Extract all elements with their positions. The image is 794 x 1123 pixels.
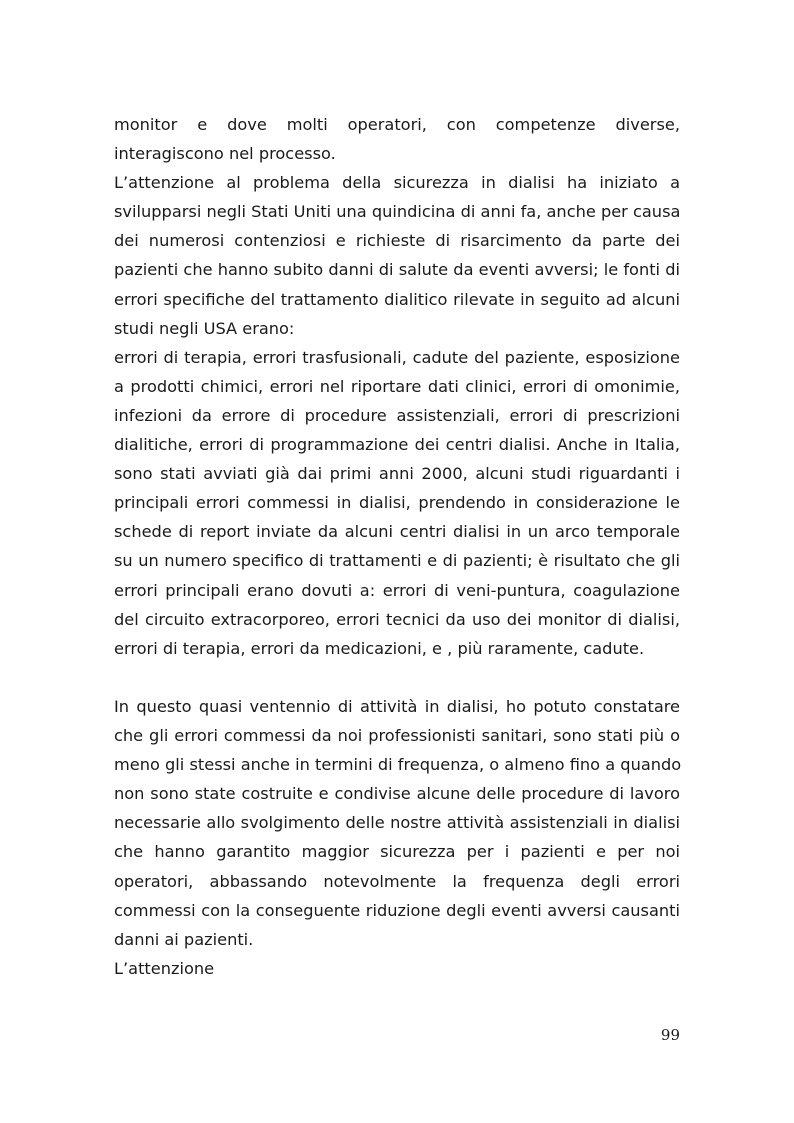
- text-line: necessarie allo svolgimento delle nostre attività assistenziali in dialisi: [114, 813, 680, 833]
- text-line: che hanno garantito maggior sicurezza per i pazienti e per noi: [114, 842, 680, 862]
- text-line: infezioni da errore di procedure assistenziali, errori di prescrizioni: [114, 405, 680, 425]
- text-line: dei numerosi contenziosi e richieste di risarcimento da parte dei: [114, 231, 680, 251]
- text-line: su un numero specifico di trattamenti e di pazienti; è risultato che gli: [114, 551, 680, 571]
- text-line: L’attenzione: [114, 958, 215, 978]
- text-line: In questo quasi ventennio di attività in dialisi, ho potuto constatare: [114, 697, 680, 716]
- text-line: errori specifiche del trattamento dialitico rilevate in seguito ad alcuni: [114, 289, 680, 309]
- text-line: danni ai pazienti.: [114, 929, 254, 949]
- text-line: meno gli stessi anche in termini di frequenza, o almeno fino a quando: [114, 755, 682, 775]
- text-line: sono stati avviati già dai primi anni 2000, alcuni studi riguardanti i: [114, 464, 680, 484]
- text-line: che gli errori commessi da noi professionisti sanitari, sono stati più o: [114, 726, 680, 746]
- text-line: errori di terapia, errori trasfusionali, cadute del paziente, esposizione: [114, 347, 680, 367]
- text-line: principali errori commessi in dialisi, prendendo in considerazione le: [114, 493, 680, 513]
- text-line: dialitiche, errori di programmazione dei centri dialisi. Anche in Italia,: [114, 435, 680, 455]
- text-line: errori principali erano dovuti a: errori di veni-puntura, coagulazione: [114, 580, 680, 600]
- text-line: commessi con la conseguente riduzione degli eventi avversi causanti: [114, 900, 680, 920]
- text-line: a prodotti chimici, errori nel riportare dati clinici, errori di omonimie,: [114, 376, 680, 396]
- paragraph-personal-experience: [114, 692, 680, 983]
- text-line: errori di terapia, errori da medicazioni, e , più raramente, cadute.: [114, 638, 645, 658]
- text-line: pazienti che hanno subito danni di salute da eventi avversi; le fonti di: [114, 260, 680, 280]
- text-line: studi negli USA erano:: [114, 318, 295, 338]
- text-line: operatori, abbassando notevolmente la frequenza degli errori: [114, 871, 680, 891]
- text-line: interagiscono nel processo.: [114, 144, 336, 164]
- text-line: del circuito extracorporeo, errori tecnici da uso dei monitor di dialisi,: [114, 609, 680, 629]
- text-line: non sono state costruite e condivise alcune delle procedure di lavoro: [114, 784, 680, 804]
- text-line: svilupparsi negli Stati Uniti una quindicina di anni fa, anche per causa: [114, 202, 681, 222]
- paragraph-dialysis-safety: [114, 110, 680, 663]
- page-number: 99: [660, 1026, 680, 1044]
- text-line: monitor e dove molti operatori, con competenze diverse,: [114, 115, 680, 134]
- text-line: schede di report inviate da alcuni centri dialisi in un arco temporale: [114, 522, 680, 542]
- text-line: L’attenzione al problema della sicurezza in dialisi ha iniziato a: [114, 173, 680, 193]
